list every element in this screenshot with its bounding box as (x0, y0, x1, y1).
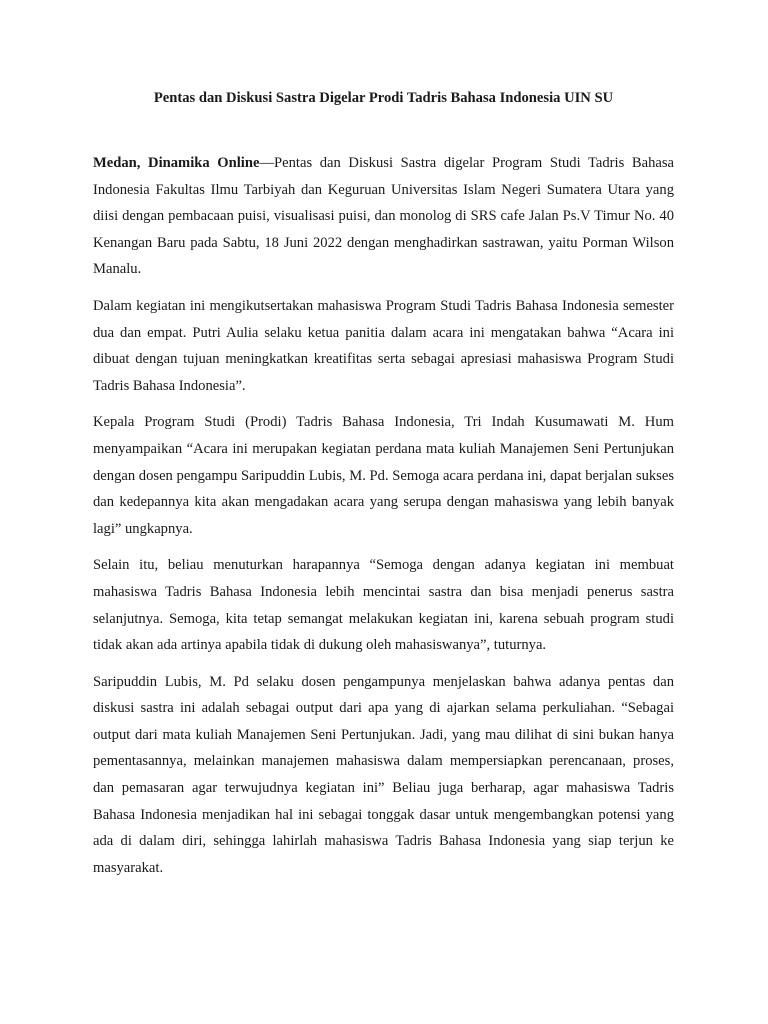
document-page (93, 0, 674, 881)
paragraph-5: Saripuddin Lubis, M. Pd selaku dosen pengampunya menjelaskan bahwa adanya pentas dan diskusi sastra ini adalah sebagai output dari apa yang di ajarkan selama perkuliahan. “Sebagai output dari mata kuliah Manajemen Seni Pertunjukan. Jadi, yang mau dilihat di sini bukan hanya pementasannya, melainkan manajemen mahasiswa dalam mempersiapkan perencanaan, proses, dan pemasaran agar terwujudnya kegiatan ini” Beliau juga berharap, agar mahasiswa Tadris Bahasa Indonesia menjadikan hal ini sebagai tonggak dasar untuk mengembangkan potensi yang ada di dalam diri, sehingga lahirlah mahasiswa Tadris Bahasa Indonesia yang siap terjun ke masyarakat. (93, 673, 674, 876)
paragraph-1-body: —Pentas dan Diskusi Sastra digelar Program Studi Tadris Bahasa Indonesia Fakultas Ilmu Tarbiyah dan Keguruan Universitas Islam Negeri Sumatera Utara yang diisi dengan pembacaan puisi, visualisasi puisi, dan monolog di SRS cafe Jalan Ps.V Timur No. 40 Kenangan Baru pada Sabtu, 18 Juni 2022 dengan menghadirkan sastrawan, yaitu Porman Wilson Manalu. (93, 155, 674, 278)
paragraph-2: Dalam kegiatan ini mengikutsertakan mahasiswa Program Studi Tadris Bahasa Indonesia semester dua dan empat. Putri Aulia selaku ketua panitia dalam acara ini mengatakan bahwa “Acara ini dibuat dengan tujuan meningkatkan kreatifitas serta sebagai apresiasi mahasiswa Program Studi Tadris Bahasa Indonesia”. (93, 297, 674, 394)
dateline: Medan, Dinamika Online (93, 155, 260, 171)
paragraph-3: Kepala Program Studi (Prodi) Tadris Bahasa Indonesia, Tri Indah Kusumawati M. Hum menyampaikan “Acara ini merupakan kegiatan perdana mata kuliah Manajemen Seni Pertunjukan dengan dosen pengampu Saripuddin Lubis, M. Pd. Semoga acara perdana ini, dapat berjalan sukses dan kedepannya kita akan mengadakan acara yang serupa dengan mahasiswa yang lebih banyak lagi” ungkapnya. (93, 414, 674, 537)
paragraph-1 (93, 150, 674, 283)
paragraph-4: Selain itu, beliau menuturkan harapannya “Semoga dengan adanya kegiatan ini membuat mahasiswa Tadris Bahasa Indonesia lebih mencintai sastra dan bisa menjadi penerus sastra selanjutnya. Semoga, kita tetap semangat melakukan kegiatan ini, karena sebuah program studi tidak akan ada artinya apabila tidak di dukung oleh mahasiswanya”, tuturnya. (93, 557, 674, 654)
document-title: Pentas dan Diskusi Sastra Digelar Prodi Tadris Bahasa Indonesia UIN SU (153, 90, 614, 106)
